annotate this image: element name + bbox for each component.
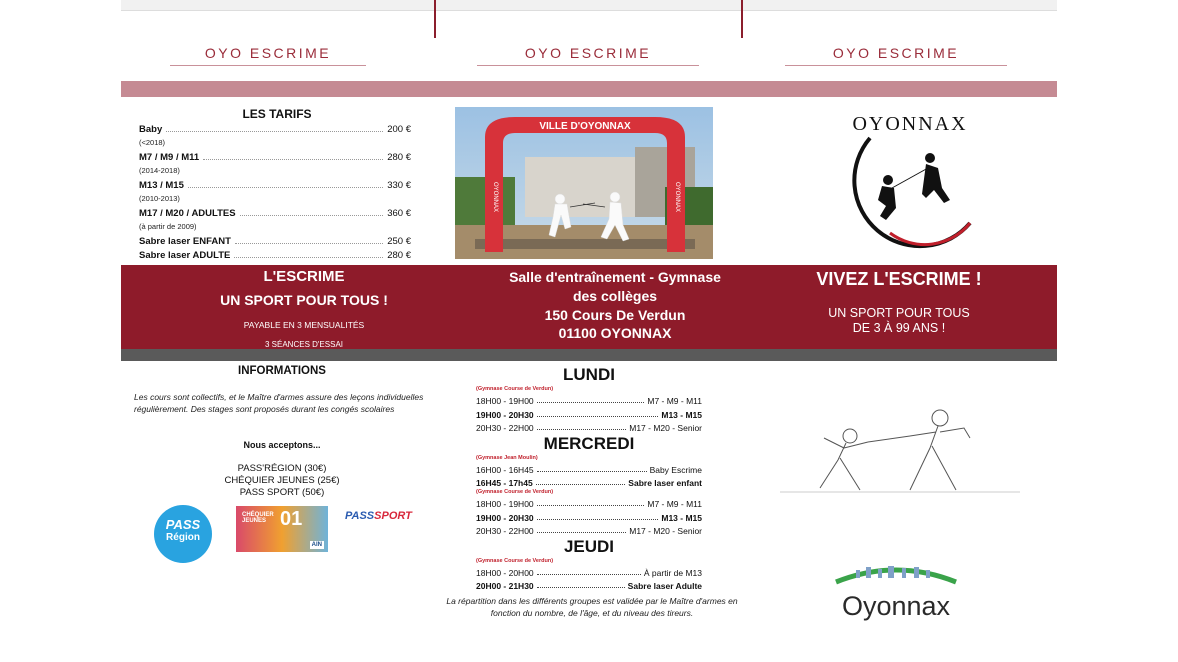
pass-item: PASS'RÉGION (30€) xyxy=(237,463,327,474)
schedule-row: 20H30 - 22H00 M17 - M20 - Senior xyxy=(476,423,702,433)
tarif-sub: (à partir de 2009) xyxy=(139,222,197,231)
gym-label: (Gymnase Course de Verdun) xyxy=(476,558,554,564)
tarif-row: Sabre laser ADULTE 280 € xyxy=(139,250,411,261)
svg-text:OYONNAX: OYONNAX xyxy=(492,181,498,213)
schedule-row: 16H45 - 17h45 Sabre laser enfant xyxy=(476,478,702,488)
oyonnax-city-logo: Oyonnax xyxy=(826,564,966,624)
svg-text:OYONNAX: OYONNAX xyxy=(674,181,680,213)
top-bar xyxy=(121,0,1057,11)
pass-region-logo: PASS Région xyxy=(154,505,212,563)
band-right-line3: DE 3 À 99 ANS ! xyxy=(852,321,946,335)
tarif-sub: (<2018) xyxy=(139,138,166,147)
fencers-sketch-illustration xyxy=(780,398,1020,498)
band-left-subtitle: UN SPORT POUR TOUS ! xyxy=(220,292,388,308)
schedule-row: 18H00 - 19H00 M7 - M9 - M11 xyxy=(476,499,702,509)
grey-divider-bar xyxy=(121,349,1057,361)
band-center-line1: Salle d'entraînement - Gymnase xyxy=(509,269,721,285)
gym-label: (Gymnase Jean Moulin) xyxy=(476,455,538,461)
column-title-1: OYO ESCRIME xyxy=(170,45,366,66)
pink-divider-bar xyxy=(121,81,1057,97)
pass-item: PASS SPORT (50€) xyxy=(239,487,325,498)
fencing-event-photo xyxy=(455,107,713,259)
band-left-title: L'ESCRIME xyxy=(263,268,345,285)
pass-item: CHÉQUIER JEUNES (25€) xyxy=(224,475,340,486)
svg-text:OYONNAX: OYONNAX xyxy=(852,113,968,135)
day-title-lundi: LUNDI xyxy=(563,365,615,384)
column-title-3: OYO ESCRIME xyxy=(785,45,1007,66)
tarif-row: Baby 200 € xyxy=(139,124,411,135)
schedule-row: 19H00 - 20H30 M13 - M15 xyxy=(476,410,702,420)
schedule-row: 19H00 - 20H30 M13 - M15 xyxy=(476,513,702,523)
tarif-row: Sabre laser ENFANT 250 € xyxy=(139,236,411,247)
column-divider xyxy=(741,0,743,38)
band-center-address: 150 Cours De Verdun xyxy=(544,307,686,323)
oyonnax-fencing-logo xyxy=(830,108,990,250)
schedule-row: 20H30 - 22H00 M17 - M20 - Senior xyxy=(476,526,702,536)
band-right-title: VIVEZ L'ESCRIME ! xyxy=(816,269,982,289)
band-left-note: PAYABLE EN 3 MENSUALITÉS xyxy=(243,320,365,330)
schedule-row: 20H00 - 21H30 Sabre laser Adulte xyxy=(476,581,702,591)
band-center-city: 01100 OYONNAX xyxy=(558,325,672,341)
band-left-trial: 3 SÉANCES D'ESSAI xyxy=(265,340,343,349)
gym-label: (Gymnase Course de Verdun) xyxy=(476,489,554,495)
tarif-row: M7 / M9 / M11 280 € xyxy=(139,152,411,163)
column-title-2: OYO ESCRIME xyxy=(477,45,699,66)
tarif-sub: (2010-2013) xyxy=(139,194,180,203)
svg-text:VILLE D'OYONNAX: VILLE D'OYONNAX xyxy=(539,121,631,132)
column-divider xyxy=(434,0,436,38)
accept-title: Nous acceptons... xyxy=(243,440,321,450)
day-title-mercredi: MERCREDI xyxy=(543,434,635,453)
informations-title: INFORMATIONS xyxy=(238,365,326,377)
day-title-jeudi: JEUDI xyxy=(563,537,615,556)
band-right-line2: UN SPORT POUR TOUS xyxy=(828,306,970,320)
cheq-jeunes-logo: CHÉQUIER JEUNES 01 AIN xyxy=(236,506,328,552)
tarif-row: M13 / M15 330 € xyxy=(139,180,411,191)
gym-label: (Gymnase Course de Verdun) xyxy=(476,386,554,392)
informations-body: Les cours sont collectifs, et le Maître d'armes assure des leçons individuelles régulièrement. Des stages sont proposés durant les congés scolaires xyxy=(134,392,424,414)
schedule-note: La répartition dans les différents groupes est validée par le Maître d'armes en fonction du nombre, de l'âge, et du niveau des tireurs. xyxy=(446,596,738,618)
tarif-row: M17 / M20 / ADULTES 360 € xyxy=(139,208,411,219)
band-center-line2: des collèges xyxy=(572,288,658,304)
schedule-row: 16H00 - 16H45 Baby Escrime xyxy=(476,465,702,475)
tarifs-title: LES TARIFS xyxy=(242,107,312,121)
schedule-row: 18H00 - 20H00 À partir de M13 xyxy=(476,568,702,578)
pass-sport-logo: PASSSPORT xyxy=(345,510,412,522)
tarif-sub: (2014-2018) xyxy=(139,166,180,175)
schedule-row: 18H00 - 19H00 M7 - M9 - M11 xyxy=(476,396,702,406)
